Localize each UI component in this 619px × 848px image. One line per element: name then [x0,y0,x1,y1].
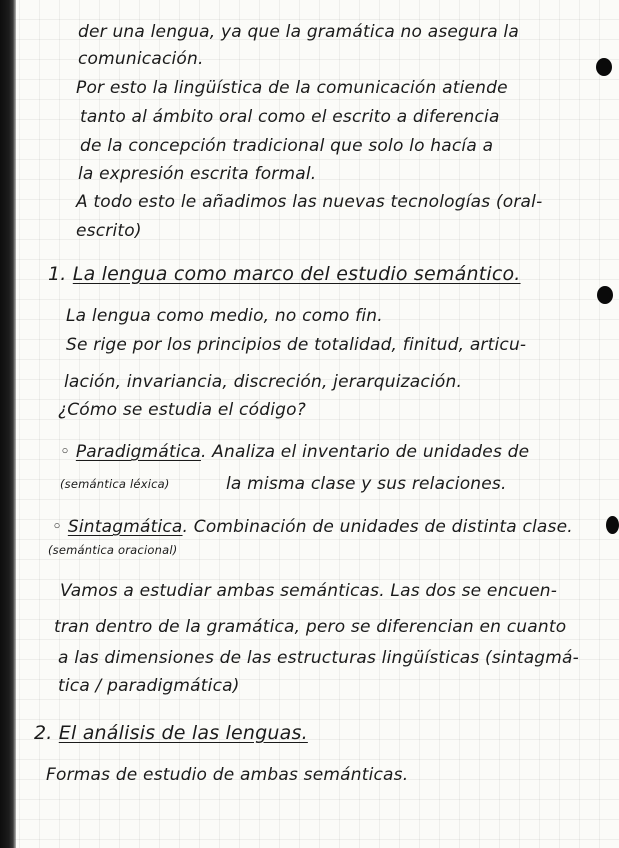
bullet-marker: ◦ [52,517,63,537]
bullet-item [52,517,573,537]
note-line: de la concepción tradicional que solo lo hacía a [80,136,494,156]
paragraph-line: tran dentro de la gramática, pero se diferencian en cuanto [54,617,567,637]
note-line: der una lengua, ya que la gramática no asegura la [78,22,519,42]
note-line: escrito) [76,221,142,241]
section-number: 1. [48,263,67,285]
punch-hole [596,58,612,76]
bullet-term: Sintagmática [67,517,183,537]
body-line: Formas de estudio de ambas semánticas. [46,765,409,785]
note-line: A todo esto le añadimos las nuevas tecnologías (oral- [76,192,543,212]
section-number: 2. [34,722,53,744]
bullet-marker: ◦ [60,442,71,462]
section-title: La lengua como marco del estudio semántico. [72,263,521,285]
section-heading [48,263,521,285]
margin-note: (semántica oracional) [48,543,178,557]
bullet-term: Paradigmática [75,442,201,462]
section-heading [34,722,308,744]
body-line: La lengua como medio, no como fin. [66,306,383,326]
bullet-text: . Analiza el inventario de unidades de [200,442,530,462]
bullet-item [60,442,529,462]
body-line: Se rige por los principios de totalidad, finitud, articu- [66,335,527,355]
body-line: lación, invariancia, discreción, jerarquización. [64,372,463,392]
note-line: la expresión escrita formal. [78,164,317,184]
bullet-continuation: la misma clase y sus relaciones. [226,474,507,494]
notebook-binding [0,0,16,848]
bullet-text: . Combinación de unidades de distinta clase. [182,517,573,537]
margin-note: (semántica léxica) [60,477,170,491]
paragraph-line: tica / paradigmática) [58,676,240,696]
body-line: ¿Cómo se estudia el código? [58,400,306,420]
paragraph-line: a las dimensiones de las estructuras lingüísticas (sintagmá- [58,648,580,668]
punch-hole [597,286,613,304]
note-line: Por esto la lingüística de la comunicación atiende [76,78,508,98]
paragraph-line: Vamos a estudiar ambas semánticas. Las dos se encuen- [60,581,558,601]
section-title: El análisis de las lenguas. [58,722,308,744]
note-line: tanto al ámbito oral como el escrito a diferencia [80,107,500,127]
note-line: comunicación. [78,49,204,69]
punch-hole [606,516,619,534]
